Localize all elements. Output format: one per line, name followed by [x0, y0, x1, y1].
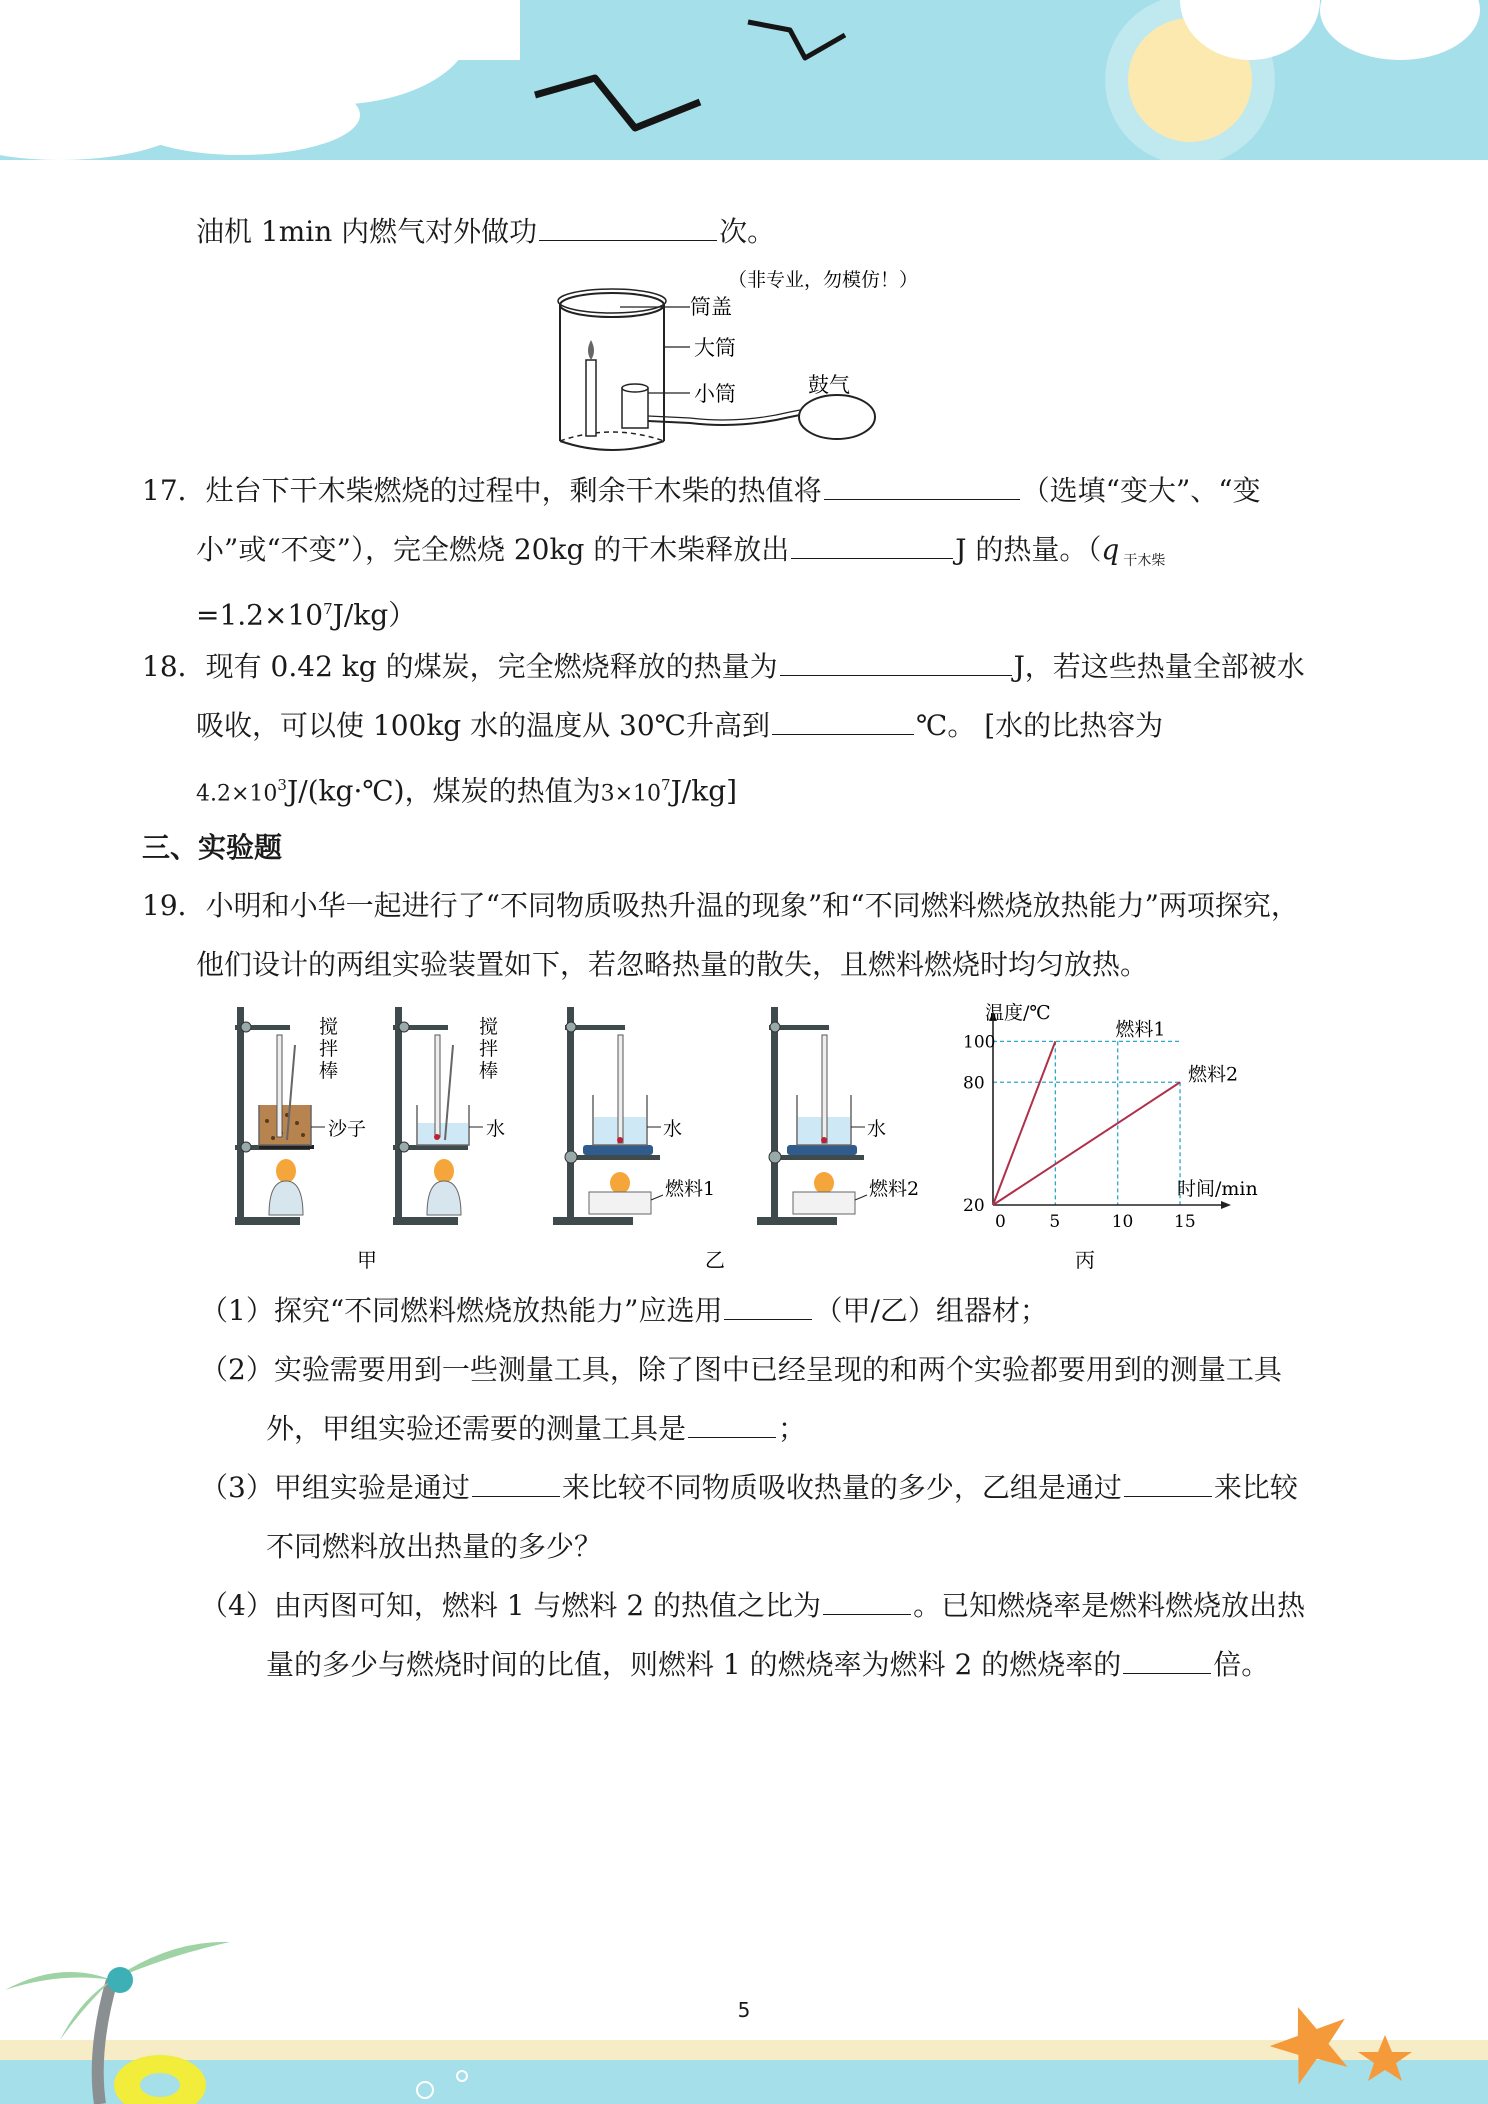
q18-text: J，若这些热量全部被水: [1013, 650, 1305, 683]
label-stir-rod: 搅拌棒: [479, 1016, 499, 1082]
q19-text: 小明和小华一起进行了“不同物质吸热升温的现象”和“不同燃料燃烧放热能力”两项探究，: [205, 889, 1299, 922]
label-water: 水: [663, 1118, 683, 1140]
label-fuel1: 燃料1: [665, 1178, 716, 1200]
q18-text: ℃。 [水的比热容为: [916, 709, 1164, 742]
exponent: 7: [323, 600, 333, 618]
label-stir-rod: 搅拌棒: [319, 1016, 339, 1082]
apparatus-figure: [215, 995, 975, 1280]
label-big-tube: 大筒: [694, 336, 736, 360]
answer-blank[interactable]: [539, 214, 717, 241]
question-number: 17．: [142, 474, 206, 507]
label-sand: 沙子: [328, 1118, 367, 1140]
q18-line1: [142, 649, 1305, 685]
q19-sub4-text: 。已知燃烧率是燃料燃烧放出热: [913, 1589, 1306, 1622]
exponent: 3: [277, 776, 287, 794]
x-axis-arrow: [1221, 1201, 1231, 1209]
q17-line2: [196, 532, 1165, 573]
q18-unit: J/kg]: [670, 774, 738, 808]
chart-guides: [993, 1041, 1180, 1205]
q19-sub4-text: （4）由丙图可知，燃料 1 与燃料 2 的热值之比为: [200, 1589, 822, 1622]
q19-sub2-text: ；: [778, 1412, 807, 1445]
q16-text: 油机 1min 内燃气对外做功: [196, 215, 538, 248]
q17-text: J 的热量。（: [955, 533, 1102, 566]
series-label-fuel2: 燃料2: [1188, 1063, 1239, 1086]
q17-value: =1.2×10: [196, 598, 324, 632]
q19-sub1-text: （甲/乙）组器材；: [814, 1294, 1048, 1327]
q19-sub3-text: 来比较不同物质吸收热量的多少，乙组是通过: [561, 1471, 1122, 1504]
q19-sub2-line2: [266, 1411, 806, 1447]
x-tick-label: 0: [995, 1212, 1006, 1232]
answer-blank[interactable]: [791, 532, 953, 559]
q19-sub1: [200, 1293, 1048, 1329]
series-line-2: [993, 1082, 1180, 1205]
series-label-fuel1: 燃料1: [1115, 1018, 1166, 1041]
q19-sub2-text: 外，甲组实验还需要的测量工具是: [266, 1412, 687, 1445]
q19-line1: [142, 888, 1299, 924]
q19-sub3-text: （3）甲组实验是通过: [200, 1471, 470, 1504]
q17-text: 灶台下干木柴燃烧的过程中，剩余干木柴的热值将: [205, 474, 822, 507]
footer-art: [0, 1900, 1488, 2104]
answer-blank[interactable]: [472, 1470, 560, 1497]
x-tick-label: 10: [1111, 1212, 1134, 1232]
exponent: 7: [661, 776, 671, 794]
label-fuel2: 燃料2: [869, 1178, 920, 1200]
q-subscript: 干木柴: [1123, 553, 1166, 569]
question-number: 19．: [142, 889, 206, 922]
q16-text-end: 次。: [719, 215, 776, 248]
q19-sub3-line2: 不同燃料放出热量的多少？: [266, 1530, 603, 1563]
label-water: 水: [867, 1118, 887, 1140]
caption-yi: 乙: [705, 1248, 725, 1272]
answer-blank[interactable]: [824, 473, 1020, 500]
x-axis-label: 时间/min: [1177, 1178, 1258, 1200]
q19-sub3-line1: [200, 1470, 1298, 1506]
section-heading: 三、实验题: [142, 831, 283, 864]
answer-blank[interactable]: [1124, 1470, 1212, 1497]
stand-sand: [235, 1007, 366, 1225]
answer-blank[interactable]: [772, 708, 914, 735]
x-tick-label: 15: [1174, 1212, 1196, 1232]
page-number: 5: [737, 1998, 751, 2022]
answer-blank[interactable]: [688, 1411, 776, 1438]
q19-sub4-text: 倍。: [1213, 1648, 1270, 1681]
label-lid: 筒盖: [690, 295, 732, 319]
x-tick-label: 5: [1049, 1212, 1061, 1232]
y-tick-label: 20: [963, 1196, 985, 1216]
answer-blank[interactable]: [724, 1293, 812, 1320]
q18-line3: [196, 767, 737, 812]
q18-value: 4.2×10: [196, 781, 278, 807]
q18-value: 3×10: [600, 781, 662, 807]
q16-tail: [196, 214, 775, 250]
q19-line2: 他们设计的两组实验装置如下，若忽略热量的散失，且燃料燃烧时均匀放热。: [196, 948, 1149, 981]
coconut-icon: [107, 1967, 133, 1993]
q19-sub4-text: 量的多少与燃烧时间的比值，则燃料 1 的燃烧率为燃料 2 的燃烧率的: [266, 1648, 1122, 1681]
palm-leaf-icon: [5, 1972, 112, 1990]
label-bellows: 鼓气: [808, 373, 850, 397]
y-axis-label: 温度/℃: [985, 1002, 1051, 1024]
stand-fuel2: [757, 1007, 919, 1225]
cylinder-figure: [540, 265, 960, 455]
caption-jia: 甲: [357, 1248, 377, 1272]
stand-water: [393, 1007, 505, 1225]
q19-sub4-line1: [200, 1588, 1305, 1624]
q19-sub2-line1: （2）实验需要用到一些测量工具，除了图中已经呈现的和两个实验都要用到的测量工具: [200, 1353, 1282, 1386]
q19-sub1-text: （1）探究“不同燃料燃烧放热能力”应选用: [200, 1294, 723, 1327]
answer-blank[interactable]: [1123, 1647, 1211, 1674]
series-line-1: [993, 1041, 1055, 1205]
q18-text: 吸收，可以使 100kg 水的温度从 30℃升高到: [196, 709, 770, 742]
q17-text: 小”或“不变”），完全燃烧 20kg 的干木柴释放出: [196, 533, 790, 566]
caption-bing: 丙: [1075, 1248, 1095, 1272]
temperature-time-chart: [955, 995, 1285, 1280]
q17-line1: [142, 473, 1261, 509]
q18-text: 现有 0.42 kg 的煤炭，完全燃烧释放的热量为: [205, 650, 778, 683]
q19-sub4-line2: [266, 1647, 1269, 1683]
stand-fuel1: [553, 1007, 715, 1225]
y-tick-label: 100: [963, 1032, 996, 1053]
q-symbol: q: [1101, 533, 1120, 566]
label-water: 水: [486, 1118, 506, 1140]
figure-note: （非专业，勿模仿！）: [728, 269, 919, 291]
q18-text: J/(kg·℃)，煤炭的热值为: [286, 774, 601, 808]
label-small-tube: 小筒: [694, 382, 736, 406]
y-tick-label: 80: [963, 1073, 985, 1094]
answer-blank[interactable]: [780, 649, 1012, 676]
q17-unit: J/kg）: [332, 598, 417, 632]
header-banner: [0, 0, 1488, 170]
chart-series: [993, 1041, 1180, 1205]
question-number: 18．: [142, 650, 206, 683]
q18-line2: [196, 708, 1163, 744]
answer-blank[interactable]: [823, 1588, 911, 1615]
q17-text: （选填“变大”、“变: [1021, 474, 1261, 507]
q17-line3: [196, 591, 416, 633]
q19-sub3-text: 来比较: [1213, 1471, 1298, 1504]
